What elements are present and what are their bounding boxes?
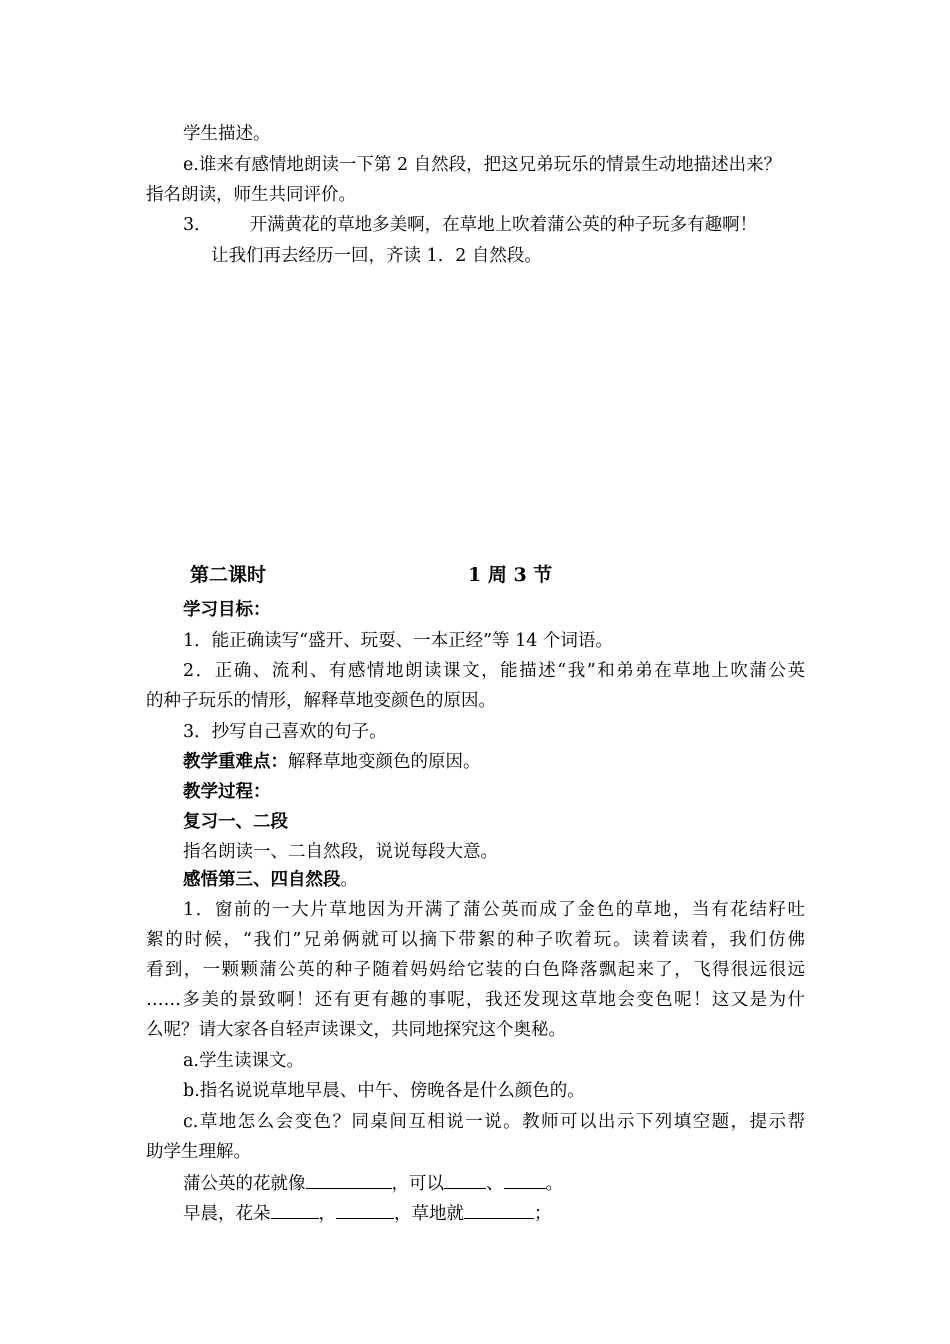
fill-blank-1 — [183, 1170, 563, 1196]
lesson-title: 第二课时 — [190, 564, 267, 586]
review-text: 指名朗读一、二自然段，说说每段大意。 — [183, 842, 498, 862]
para-1-line-3: 看到，一颗颗蒲公英的种子随着妈妈给它装的白色降落飘起来了，飞得很远很远 — [146, 960, 805, 980]
fill-2-text-b: ， — [318, 1204, 336, 1224]
fill-1-text-d: 。 — [545, 1174, 563, 1194]
key-point-label: 教学重难点： — [183, 752, 288, 772]
fill-blank-2 — [183, 1200, 552, 1226]
process-heading: 教学过程： — [183, 782, 271, 802]
para-1-line-1: 1．窗前的一大片草地因为开满了蒲公英而成了金色的草地，当有花结籽吐 — [183, 900, 805, 920]
para-1-line-2: 絮的时候，“我们”兄弟俩就可以摘下带絮的种子吹着玩。读着读着，我们仿佛 — [146, 930, 805, 950]
perceive-heading-line — [183, 868, 358, 892]
fill-2-blank-2[interactable] — [336, 1200, 394, 1219]
perceive-heading-dot: 。 — [340, 870, 358, 890]
fill-2-text-c: ，草地就 — [394, 1204, 464, 1224]
fill-1-blank-3[interactable] — [504, 1170, 546, 1189]
item-3-line — [183, 213, 757, 237]
step-c-line-2: 助学生理解。 — [146, 1142, 251, 1162]
lesson-schedule: 1 周 3 节 — [468, 564, 553, 586]
step-c-line-1: c.草地怎么会变色？同桌间互相说一说。教师可以出示下列填空题，提示帮 — [183, 1112, 805, 1132]
reading-question-line: e.谁来有感情地朗读一下第 2 自然段，把这兄弟玩乐的情景生动地描述出来？ — [183, 155, 782, 175]
step-a: a.学生读课文。 — [183, 1051, 304, 1071]
perceive-heading: 感悟第三、四自然段 — [183, 870, 341, 890]
fill-2-text-d: ； — [534, 1204, 552, 1224]
goals-heading: 学习目标： — [183, 600, 271, 620]
fill-2-text-a: 早晨，花朵 — [183, 1204, 271, 1224]
key-point-text: 解释草地变颜色的原因。 — [288, 752, 481, 772]
fill-2-blank-1[interactable] — [271, 1200, 319, 1219]
fill-1-text-c: 、 — [486, 1174, 504, 1194]
goal-2-line-2: 的种子玩乐的情形，解释草地变颜色的原因。 — [146, 691, 496, 711]
goal-2-line-1: 2．正确、流利、有感情地朗读课文，能描述“我”和弟弟在草地上吹蒲公英 — [183, 661, 805, 681]
item-3-text: 开满黄花的草地多美啊，在草地上吹着蒲公英的种子玩多有趣啊！ — [249, 215, 758, 235]
fill-1-text-b: ，可以 — [391, 1174, 444, 1194]
fill-1-text-a: 蒲公英的花就像 — [183, 1174, 306, 1194]
key-point-line — [183, 750, 481, 774]
step-b: b.指名说说草地早晨、中午、傍晚各是什么颜色的。 — [183, 1081, 585, 1101]
para-1-line-4: ……多美的景致啊！还有更有趣的事呢，我还发现这草地会变色呢！这又是为什 — [146, 990, 805, 1010]
goal-3: 3．抄写自己喜欢的句子。 — [183, 722, 387, 742]
student-describe-line: 学生描述。 — [183, 124, 271, 144]
goal-1: 1．能正确读写“盛开、玩耍、一本正经”等 14 个词语。 — [183, 631, 613, 651]
fill-2-blank-3[interactable] — [464, 1200, 534, 1219]
read-together-line: 让我们再去经历一回，齐读 1．2 自然段。 — [211, 246, 542, 266]
review-heading: 复习一、二段 — [183, 812, 288, 832]
para-1-line-5: 么呢？请大家各自轻声读课文，共同地探究这个奥秘。 — [146, 1020, 566, 1040]
fill-1-blank-1[interactable] — [306, 1170, 392, 1189]
item-3-number: 3． — [183, 215, 212, 235]
reading-eval-line: 指名朗读，师生共同评价。 — [146, 185, 356, 205]
fill-1-blank-2[interactable] — [444, 1170, 486, 1189]
